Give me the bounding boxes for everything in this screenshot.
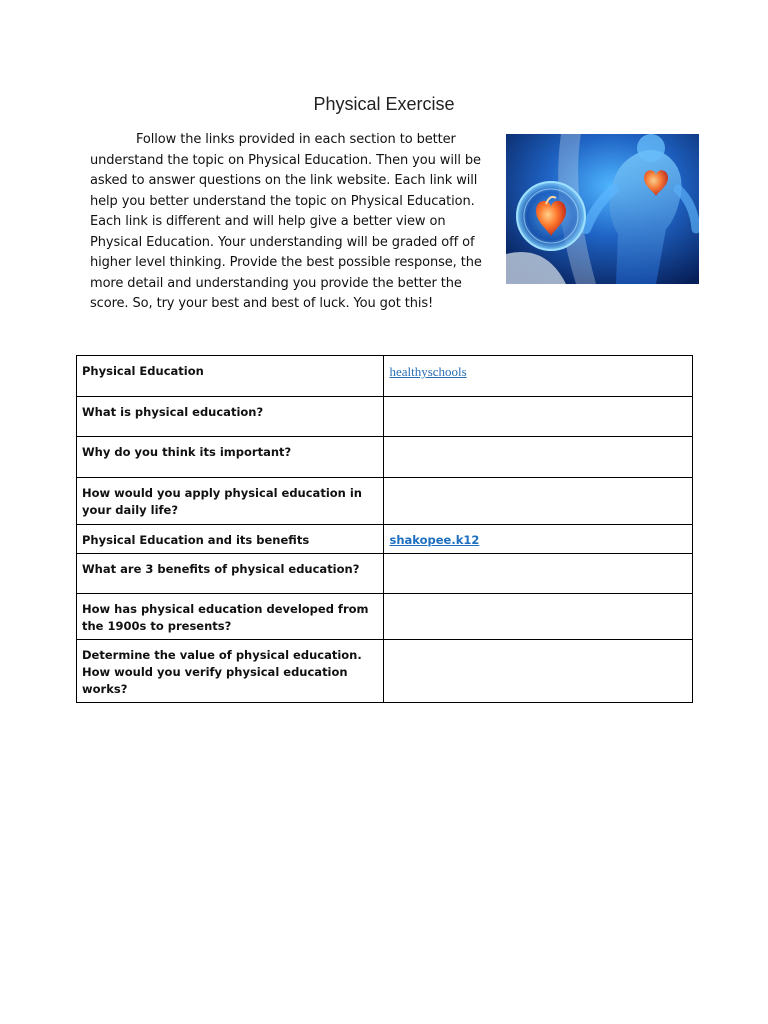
- table-row: [77, 525, 693, 554]
- answer-cell[interactable]: [384, 478, 693, 525]
- table-row: [77, 356, 693, 397]
- question-cell: Why do you think its important?: [77, 437, 384, 478]
- answer-cell: [384, 356, 693, 397]
- answer-cell[interactable]: [384, 594, 693, 640]
- answer-cell[interactable]: [384, 640, 693, 703]
- answer-cell[interactable]: [384, 397, 693, 437]
- table-row: [77, 594, 693, 640]
- intro-paragraph: Follow the links provided in each section to better understand the topic on Physical Education. Then you will be asked to answer questions on the link website. Each link will help you better understand the topic on Physical Education. Each link is different and will help give a better view on Physical Education. Your understanding will be graded off of higher level thinking. Provide the best possible response, the more detail and understanding you provide the better the score. So, try your best and best of luck. You got this!: [90, 132, 482, 311]
- table-row: [77, 478, 693, 525]
- worksheet-table: [76, 355, 693, 703]
- question-cell: [77, 640, 384, 703]
- answer-cell: [384, 525, 693, 554]
- shakopee-k12-link[interactable]: shakopee.k12: [389, 533, 480, 547]
- table-row: [77, 397, 693, 437]
- answer-cell[interactable]: [384, 437, 693, 478]
- row-label: Physical Education and its benefits: [77, 525, 384, 554]
- question-cell: What are 3 benefits of physical education?: [77, 554, 384, 594]
- row-label: Physical Education: [77, 356, 384, 397]
- question-line: How would you verify physical education works?: [82, 665, 348, 696]
- runner-heart-illustration: [506, 134, 699, 284]
- question-cell: How would you apply physical education in your daily life?: [77, 478, 384, 525]
- table-row: [77, 437, 693, 478]
- page-title: Physical Exercise: [313, 94, 455, 114]
- table-row: [77, 640, 693, 703]
- healthyschools-link[interactable]: healthyschools: [389, 364, 467, 379]
- question-cell: What is physical education?: [77, 397, 384, 437]
- table-row: [77, 554, 693, 594]
- question-cell: How has physical education developed from the 1900s to presents?: [77, 594, 384, 640]
- answer-cell[interactable]: [384, 554, 693, 594]
- question-line: Determine the value of physical education.: [82, 648, 362, 662]
